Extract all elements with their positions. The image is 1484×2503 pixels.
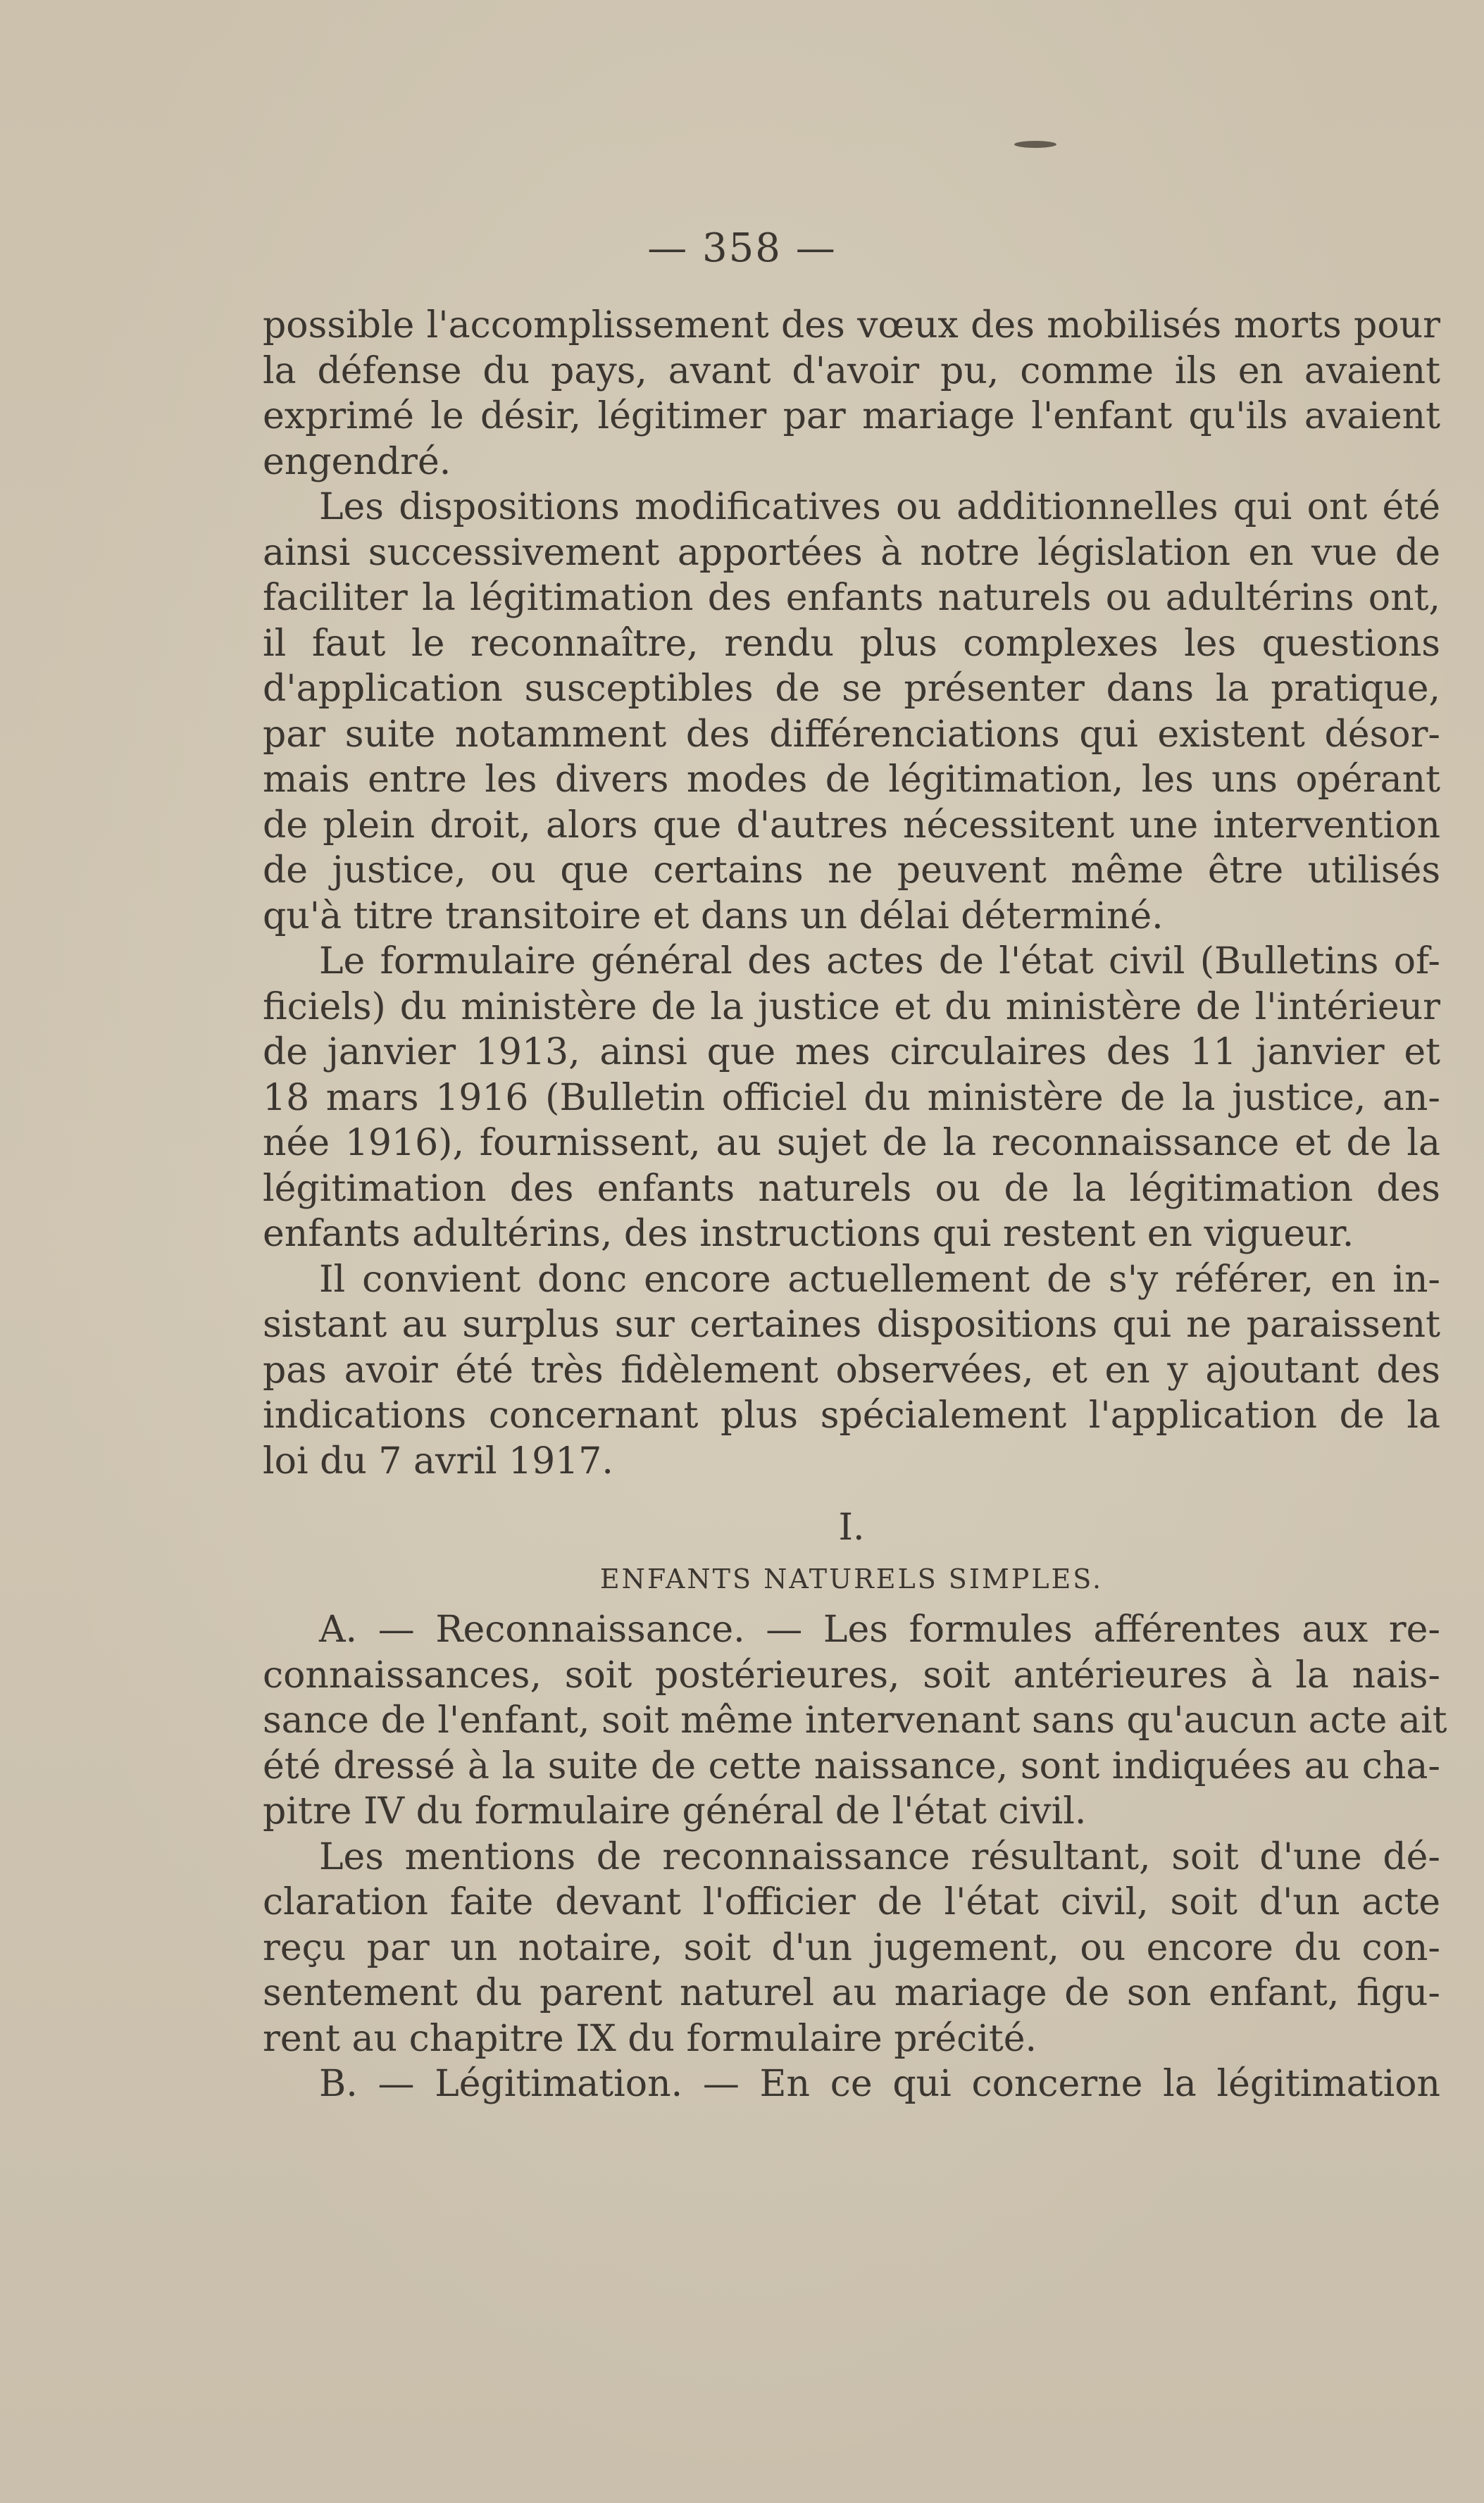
- text-line: claration faite devant l'officier de l'état civil, soit d'un acte: [263, 1881, 1440, 1923]
- text-line: il faut le reconnaître, rendu plus complexes les questions: [263, 622, 1440, 665]
- text-line: pitre IV du formulaire général de l'état civil.: [263, 1790, 1087, 1833]
- text-line: indications concernant plus spécialement l'application de la: [263, 1394, 1440, 1437]
- text-line: de janvier 1913, ainsi que mes circulaires des 11 janvier et: [263, 1031, 1440, 1073]
- text-line: sentement du parent naturel au mariage de son enfant, figu-: [263, 1972, 1440, 2014]
- text-line: ainsi successivement apportées à notre législation en vue de: [263, 531, 1440, 574]
- text-line: loi du 7 avril 1917.: [263, 1440, 613, 1483]
- paragraph: [263, 485, 1440, 939]
- text-line: sistant au surplus sur certaines dispositions qui ne paraissent: [263, 1304, 1440, 1346]
- text-line: la défense du pays, avant d'avoir pu, comme ils en avaient: [263, 349, 1440, 392]
- page-number: — 358 —: [647, 225, 837, 271]
- text-line: 18 mars 1916 (Bulletin officiel du ministère de la justice, an-: [263, 1076, 1440, 1119]
- paragraph: [263, 1607, 1447, 1835]
- text-line: qu'à titre transitoire et dans un délai déterminé.: [263, 894, 1164, 937]
- text-line: connaissances, soit postérieures, soit antérieures à la nais-: [263, 1654, 1440, 1697]
- paragraph: [263, 2061, 1440, 2107]
- text-line: née 1916), fournissent, au sujet de la reconnaissance et de la: [263, 1122, 1440, 1164]
- body-text: [263, 303, 1447, 2107]
- text-line: d'application susceptibles de se présenter dans la pratique,: [263, 668, 1440, 710]
- text-line: B. — Légitimation. — En ce qui concerne la légitimation: [319, 2063, 1440, 2105]
- text-line: engendré.: [263, 440, 451, 483]
- text-line: ficiels) du ministère de la justice et du ministère de l'intérieur: [263, 985, 1440, 1028]
- text-line: Les dispositions modificatives ou additionnelles qui ont été: [319, 486, 1440, 528]
- ink-mark: [1014, 141, 1056, 148]
- paragraph: [263, 303, 1440, 485]
- paragraph: [263, 1835, 1440, 2062]
- text-line: été dressé à la suite de cette naissance, sont indiquées au cha-: [263, 1744, 1440, 1787]
- text-line: possible l'accomplissement des vœux des mobilisés morts pour: [263, 304, 1440, 347]
- text-line: de plein droit, alors que d'autres nécessitent une intervention: [263, 804, 1440, 847]
- paragraph: [263, 939, 1440, 1257]
- text-line: faciliter la légitimation des enfants naturels ou adultérins ont,: [263, 577, 1440, 619]
- text-line: exprimé le désir, légitimer par mariage l'enfant qu'ils avaient: [263, 395, 1440, 437]
- text-line: enfants adultérins, des instructions qui restent en vigueur.: [263, 1213, 1354, 1255]
- text-line: Le formulaire général des actes de l'état civil (Bulletins of-: [319, 940, 1440, 982]
- text-line: sance de l'enfant, soit même intervenant sans qu'aucun acte ait: [263, 1699, 1447, 1742]
- text-line: mais entre les divers modes de légitimation, les uns opérant: [263, 759, 1440, 801]
- text-line: par suite notamment des différenciations qui existent désor-: [263, 713, 1440, 756]
- text-line: Les mentions de reconnaissance résultant, soit d'une dé-: [319, 1835, 1440, 1878]
- text-line: reçu par un notaire, soit d'un jugement, ou encore du con-: [263, 1926, 1440, 1969]
- paragraph: [263, 1257, 1440, 1485]
- text-line: Il convient donc encore actuellement de s'y référer, en in-: [319, 1258, 1440, 1301]
- text-line: rent au chapitre IX du formulaire précité.: [263, 2017, 1037, 2060]
- section-title: ENFANTS NATURELS SIMPLES.: [599, 1563, 1104, 1594]
- text-line: pas avoir été très fidèlement observées, et en y ajoutant des: [263, 1349, 1440, 1392]
- text-line: légitimation des enfants naturels ou de la légitimation des: [263, 1167, 1440, 1210]
- text-line: A. — Reconnaissance. — Les formules afférentes aux re-: [319, 1609, 1440, 1651]
- text-line: de justice, ou que certains ne peuvent même être utilisés: [263, 849, 1440, 892]
- section-number: I.: [838, 1506, 865, 1549]
